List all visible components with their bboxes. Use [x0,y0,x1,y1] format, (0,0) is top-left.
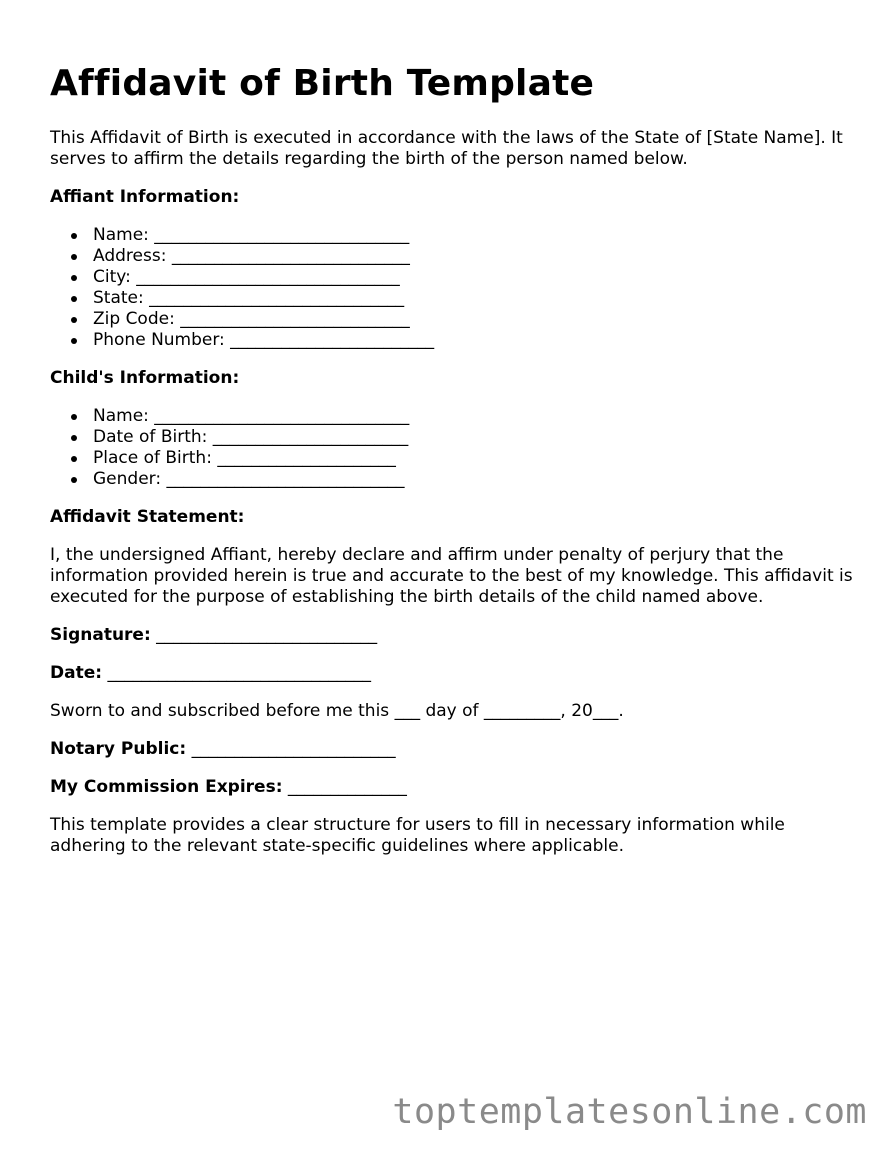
affiant-address-field: Address: ____________________________ [93,246,860,267]
child-list [50,406,860,490]
date-line [50,663,860,684]
affiant-name-field: Name: ______________________________ [93,225,860,246]
child-heading: Child's Information: [50,368,240,388]
child-name-field: Name: ______________________________ [93,406,860,427]
notary-line [50,739,860,760]
date-label: Date: [50,663,103,683]
intro-paragraph: This Affidavit of Birth is executed in accordance with the laws of the State of [State Name]. It serves to affirm the details regarding the birth of the person named below. [50,128,843,169]
notary-label: Notary Public: [50,739,187,759]
child-birthplace-field: Place of Birth: _____________________ [93,448,860,469]
affiant-phone-field: Phone Number: ________________________ [93,330,860,351]
statement-heading: Affidavit Statement: [50,507,245,527]
signature-blank: __________________________ [156,625,378,645]
commission-label: My Commission Expires: [50,777,283,797]
closing-paragraph: This template provides a clear structure for users to fill in necessary information while adhering to the relevant state-specific guidelines where applicable. [50,815,785,856]
affiant-list [50,225,860,351]
statement-paragraph: I, the undersigned Affiant, hereby declare and affirm under penalty of perjury that the information provided herein is true and accurate to the best of my knowledge. This affidavit is executed for the purpose of establishing the birth details of the child named above. [50,545,853,607]
commission-line [50,777,860,798]
document-title: Affidavit of Birth Template [50,63,595,104]
signature-line [50,625,860,646]
child-dob-field: Date of Birth: _______________________ [93,427,860,448]
document-page [50,62,860,857]
notary-blank: ________________________ [191,739,396,759]
affiant-state-field: State: ______________________________ [93,288,860,309]
commission-blank: ______________ [287,777,407,797]
affiant-zip-field: Zip Code: ___________________________ [93,309,860,330]
sworn-paragraph: Sworn to and subscribed before me this ___ day of _________, 20___. [50,701,624,721]
signature-label: Signature: [50,625,151,645]
watermark-text: toptemplatesonline.com [392,1092,867,1132]
affiant-heading: Affiant Information: [50,187,240,207]
affiant-city-field: City: _______________________________ [93,267,860,288]
child-gender-field: Gender: ____________________________ [93,469,860,490]
date-blank: _______________________________ [107,663,371,683]
